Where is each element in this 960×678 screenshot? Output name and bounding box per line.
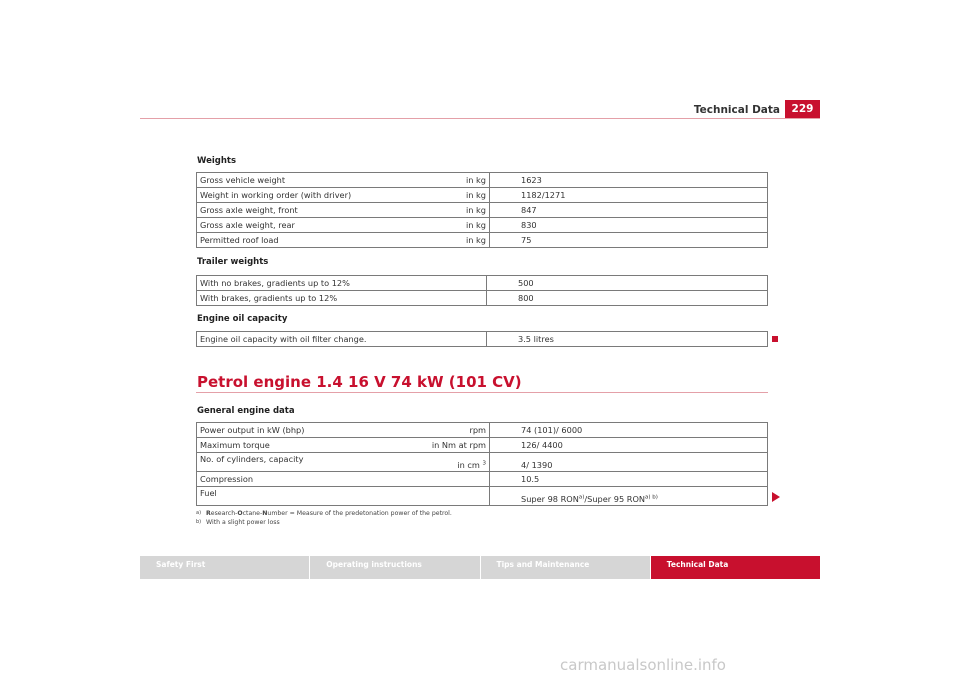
table-row [197,423,768,438]
row-value: 500 [487,276,768,291]
row-value: 3.5 litres [487,332,768,347]
table-row [197,203,768,218]
row-value [490,487,768,506]
row-value: 1623 [490,173,768,188]
table-row [197,472,768,487]
footnote-ref: a) b) [645,494,658,501]
row-unit: in kg [419,173,490,188]
row-value: 830 [490,218,768,233]
table-row [197,332,768,347]
table-row [197,173,768,188]
unit-text: in cm [457,460,480,470]
table-row [197,233,768,248]
section-end-marker [772,336,778,342]
table-row [197,291,768,306]
footnote-mark: b) [196,519,202,525]
header-divider [140,118,820,119]
tab-safety-first[interactable]: Safety First [140,556,309,579]
row-label: Weight in working order (with driver) [197,188,420,203]
row-unit: in kg [419,218,490,233]
row-label: Compression [197,472,420,487]
engine-section-title: Petrol engine 1.4 16 V 74 kW (101 CV) [197,373,522,391]
weights-table [196,172,768,248]
row-unit [419,472,490,487]
engine-oil-heading: Engine oil capacity [197,314,288,324]
footnote-initial: N [262,510,268,517]
row-value: 10.5 [490,472,768,487]
general-engine-data-heading: General engine data [197,406,295,416]
row-label: With brakes, gradients up to 12% [197,291,487,306]
watermark: carmanualsonline.info [560,656,726,674]
row-label: Fuel [197,487,420,506]
trailer-weights-table [196,275,768,306]
row-label: No. of cylinders, capacity [197,453,420,472]
row-value: 800 [487,291,768,306]
trailer-weights-heading: Trailer weights [197,257,269,267]
footnote-initial: R [206,510,211,517]
row-value: 74 (101)/ 6000 [490,423,768,438]
row-label: Engine oil capacity with oil filter change. [197,332,487,347]
page-header-title: Technical Data [693,104,780,116]
footnote-ref: a) [578,494,585,501]
footnote-text: With a slight power loss [206,519,280,526]
footnote-initial: O [237,510,243,517]
fuel-value-1: Super 98 RON [521,494,579,504]
engine-data-table [196,422,768,506]
row-unit: rpm [419,423,490,438]
footnote-mark: a) [196,510,202,516]
row-unit: in kg [419,233,490,248]
table-row [197,188,768,203]
footnote-text: ctane- [242,510,263,517]
tab-operating-instructions[interactable]: Operating instructions [310,556,479,579]
table-row [197,276,768,291]
row-label: With no brakes, gradients up to 12% [197,276,487,291]
row-unit [419,487,490,506]
row-label: Permitted roof load [197,233,420,248]
tab-technical-data[interactable]: Technical Data [651,556,820,579]
row-value: 1182/1271 [490,188,768,203]
row-unit: in kg [419,203,490,218]
row-label: Gross axle weight, rear [197,218,420,233]
footnote-b [196,518,452,527]
row-label: Power output in kW (bhp) [197,423,420,438]
footnote-text: esearch- [210,510,238,517]
fuel-value-2: /Super 95 RON [584,494,646,504]
footnote-text: umber = Measure of the predetonation power of the petrol. [267,510,452,517]
row-unit: in kg [419,188,490,203]
table-row [197,438,768,453]
engine-oil-table [196,331,768,347]
unit-superscript: 3 [482,460,486,467]
weights-heading: Weights [197,156,237,166]
footnote-a [196,509,452,518]
table-row [197,487,768,506]
row-value: 126/ 4400 [490,438,768,453]
row-value: 4/ 1390 [490,453,768,472]
footnotes [196,509,452,527]
row-label: Gross axle weight, front [197,203,420,218]
tab-tips-and-maintenance[interactable]: Tips and Maintenance [481,556,650,579]
footer-nav [140,556,820,579]
table-row [197,218,768,233]
table-row [197,453,768,472]
row-unit: in Nm at rpm [419,438,490,453]
row-value: 75 [490,233,768,248]
row-unit [419,453,490,472]
row-label: Gross vehicle weight [197,173,420,188]
page-number: 229 [785,100,820,118]
engine-title-divider [196,392,768,393]
row-value: 847 [490,203,768,218]
continue-arrow-icon [772,492,780,502]
row-label: Maximum torque [197,438,420,453]
